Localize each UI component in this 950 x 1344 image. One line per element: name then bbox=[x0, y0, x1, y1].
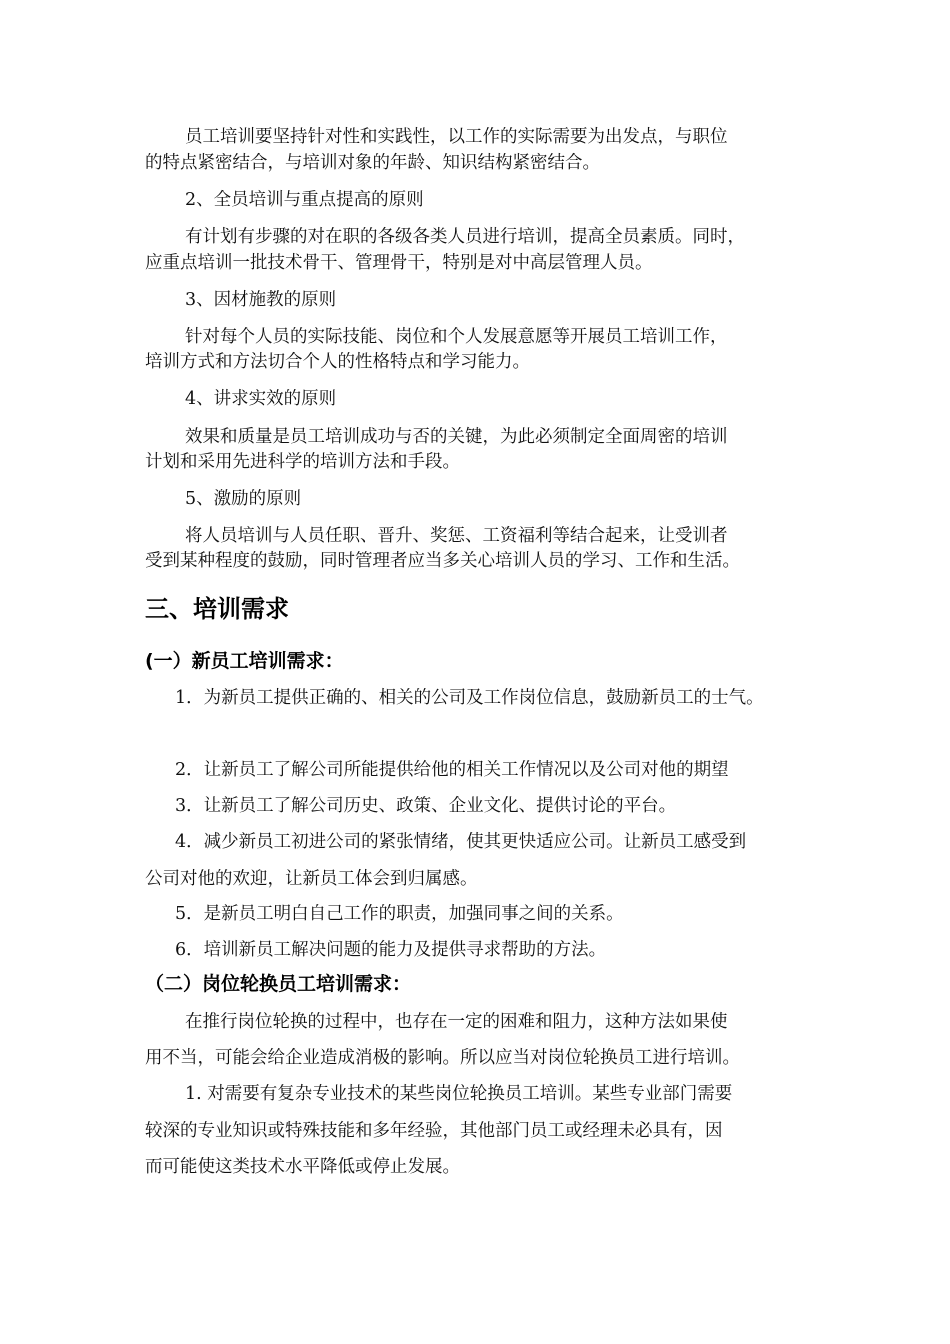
rotation-intro-line-2: 用不当，可能会给企业造成消极的影响。所以应当对岗位轮换员工进行培训。 bbox=[145, 1048, 740, 1068]
principle-3-text-line-2: 培训方式和方法切合个人的性格特点和学习能力。 bbox=[145, 352, 530, 372]
principle-1-text-line-2: 的特点紧密结合，与培训对象的年龄、知识结构紧密结合。 bbox=[145, 153, 600, 173]
subsection-2-heading: （二）岗位轮换员工培训需求： bbox=[145, 973, 412, 995]
principle-2-text-line-1: 有计划有步骤的对在职的各级各类人员进行培训，提高全员素质。同时， bbox=[185, 227, 745, 247]
principle-4-text-line-2: 计划和采用先进科学的培训方法和手段。 bbox=[145, 452, 460, 472]
rotation-need-1-line-2: 较深的专业知识或特殊技能和多年经验，其他部门员工或经理未必具有，因 bbox=[145, 1121, 723, 1141]
principle-5-text-line-1: 将人员培训与人员任职、晋升、奖惩、工资福利等结合起来，让受训者 bbox=[185, 526, 728, 546]
rotation-intro-line-1: 在推行岗位轮换的过程中，也存在一定的困难和阻力，这种方法如果使 bbox=[185, 1012, 728, 1032]
principle-2-title: 2、全员培训与重点提高的原则 bbox=[185, 190, 424, 210]
new-employee-need-5: 5．是新员工明白自己工作的职责，加强同事之间的关系。 bbox=[175, 904, 624, 924]
principle-4-title: 4、讲求实效的原则 bbox=[185, 389, 337, 409]
principle-3-text-line-1: 针对每个人员的实际技能、岗位和个人发展意愿等开展员工培训工作， bbox=[185, 327, 728, 347]
principle-2-text-line-2: 应重点培训一批技术骨干、管理骨干，特别是对中高层管理人员。 bbox=[145, 253, 653, 273]
new-employee-need-3: 3．让新员工了解公司历史、政策、企业文化、提供讨论的平台。 bbox=[175, 796, 677, 816]
principle-4-text-line-1: 效果和质量是员工培训成功与否的关键，为此必须制定全面周密的培训 bbox=[185, 427, 728, 447]
principle-3-title: 3、因材施教的原则 bbox=[185, 290, 337, 310]
rotation-need-1-line-1: 1. 对需要有复杂专业技术的某些岗位轮换员工培训。某些专业部门需要 bbox=[185, 1084, 733, 1104]
rotation-need-1-line-3: 而可能使这类技术水平降低或停止发展。 bbox=[145, 1157, 460, 1177]
subsection-1-heading: (一）新员工培训需求： bbox=[145, 650, 344, 672]
section-3-heading: 三、培训需求 bbox=[145, 595, 289, 623]
new-employee-need-6: 6．培训新员工解决问题的能力及提供寻求帮助的方法。 bbox=[175, 940, 607, 960]
principle-5-title: 5、激励的原则 bbox=[185, 489, 302, 509]
principle-5-text-line-2: 受到某种程度的鼓励，同时管理者应当多关心培训人员的学习、工作和生活。 bbox=[145, 551, 740, 571]
new-employee-need-1: 1．为新员工提供正确的、相关的公司及工作岗位信息，鼓励新员工的士气。 bbox=[175, 688, 764, 708]
new-employee-need-2: 2．让新员工了解公司所能提供给他的相关工作情况以及公司对他的期望 bbox=[175, 760, 729, 780]
new-employee-need-4-line-1: 4．减少新员工初进公司的紧张情绪，使其更快适应公司。让新员工感受到 bbox=[175, 832, 747, 852]
principle-1-text-line-1: 员工培训要坚持针对性和实践性，以工作的实际需要为出发点，与职位 bbox=[185, 127, 728, 147]
new-employee-need-4-line-2: 公司对他的欢迎，让新员工体会到归属感。 bbox=[145, 869, 478, 889]
